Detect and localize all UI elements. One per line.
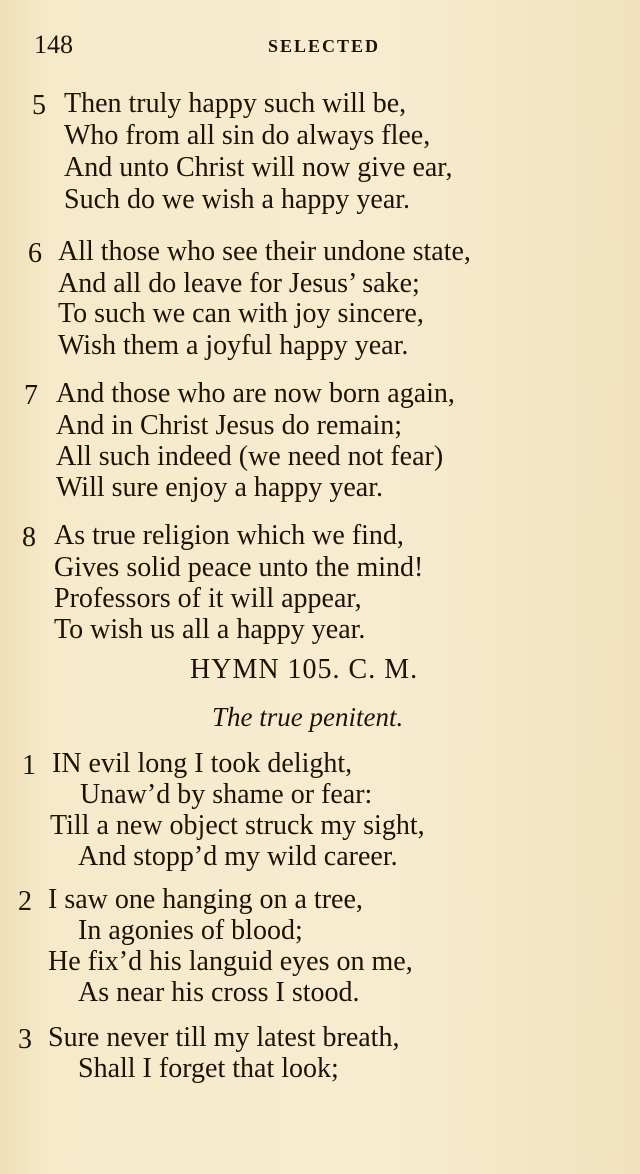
verse-line: Gives solid peace unto the mind! — [54, 552, 424, 583]
verse-line: To such we can with joy sincere, — [58, 298, 424, 329]
verse-line: Till a new object struck my sight, — [50, 810, 425, 841]
verse-line: Professors of it will appear, — [54, 583, 362, 614]
verse-number: 6 — [28, 238, 42, 269]
verse-line: Unaw’d by shame or fear: — [80, 779, 373, 810]
hymn-subtitle: The true penitent. — [212, 702, 404, 732]
hymn-title: HYMN 105. C. M. — [190, 654, 419, 685]
verse-line: And those who are now born again, — [56, 378, 455, 409]
verse-line: He fix’d his languid eyes on me, — [48, 946, 413, 977]
verse-line: To wish us all a happy year. — [54, 614, 366, 645]
verse-line: Then truly happy such will be, — [64, 88, 407, 119]
verse-line: Will sure enjoy a happy year. — [56, 472, 383, 503]
verse-number: 5 — [32, 90, 46, 121]
verse-line: As true religion which we find, — [54, 520, 404, 551]
verse-number: 1 — [22, 750, 36, 781]
verse-line: In agonies of blood; — [78, 915, 303, 946]
verse-line: Who from all sin do always flee, — [64, 120, 431, 151]
verse-line: All such indeed (we need not fear) — [56, 441, 444, 472]
verse-line: Shall I forget that look; — [78, 1053, 339, 1084]
verse-line: I saw one hanging on a tree, — [48, 884, 363, 915]
verse-line: Sure never till my latest breath, — [48, 1022, 400, 1053]
running-head: SELECTED — [268, 36, 381, 56]
verse-number: 2 — [18, 886, 32, 917]
page-number: 148 — [34, 30, 73, 59]
verse-line: All those who see their undone state, — [58, 236, 471, 267]
verse-number: 7 — [24, 380, 38, 411]
verse-line: Such do we wish a happy year. — [64, 184, 411, 215]
verse-line: And all do leave for Jesus’ sake; — [58, 268, 420, 299]
verse-number: 3 — [18, 1024, 32, 1055]
verse-line: As near his cross I stood. — [78, 977, 360, 1008]
verse-line: IN evil long I took delight, — [52, 748, 353, 779]
verse-line: And stopp’d my wild career. — [78, 841, 398, 872]
verse-line: And in Christ Jesus do remain; — [56, 410, 403, 441]
verse-line: And unto Christ will now give ear, — [64, 152, 453, 183]
page-header — [0, 28, 640, 64]
verse-number: 8 — [22, 522, 36, 553]
verse-line: Wish them a joyful happy year. — [58, 330, 409, 361]
